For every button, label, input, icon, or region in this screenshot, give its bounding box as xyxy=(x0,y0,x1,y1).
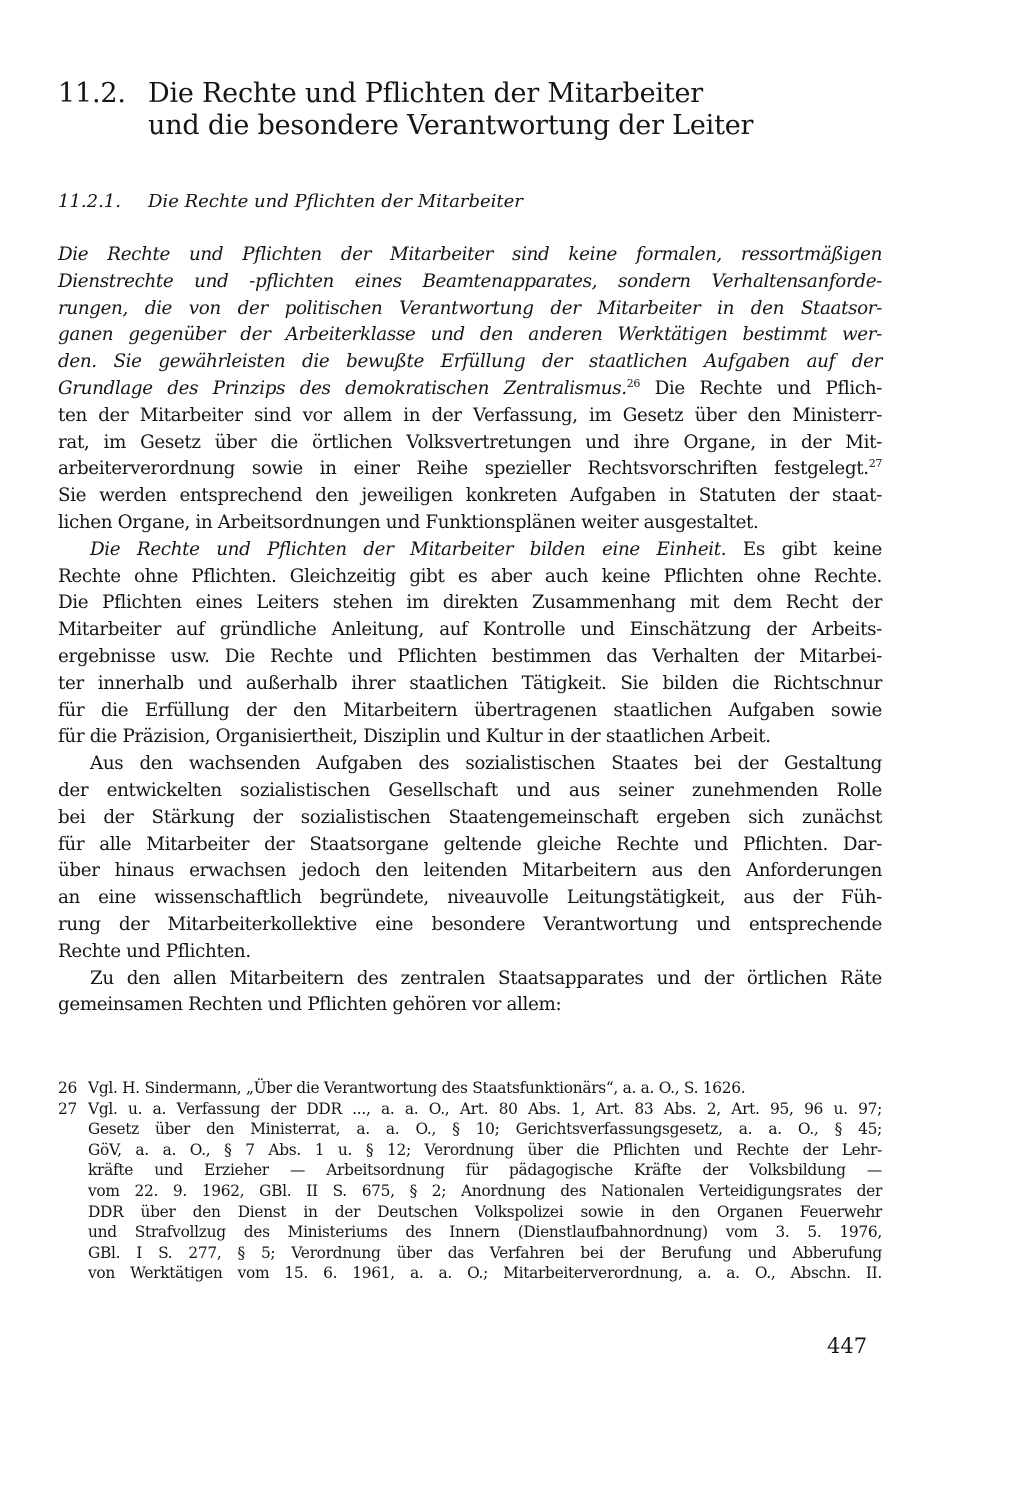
section-number: 11.2.1. xyxy=(58,191,121,212)
footnotes xyxy=(58,1078,882,1284)
text-line: ganen gegenüber der Arbeiterklasse und den anderen Werktätigen bestimmt wer- xyxy=(58,324,882,346)
page-number: 447 xyxy=(827,1334,868,1358)
text-line xyxy=(58,537,882,564)
text-line xyxy=(58,456,882,483)
footnote-ref-26: 26 xyxy=(626,376,641,390)
text-line: für die Präzision, Organisiertheit, Disziplin und Kultur in der staatlichen Arbeit. xyxy=(58,726,771,748)
text-line xyxy=(58,376,882,403)
footnote-ref-27: 27 xyxy=(868,457,882,471)
text-line: gemeinsamen Rechten und Pflichten gehören vor allem: xyxy=(58,994,562,1016)
text-line: Aus den wachsenden Aufgaben des sozialistischen Staates bei der Gestaltung xyxy=(90,753,882,775)
text-line: ergebnisse usw. Die Rechte und Pflichten bestimmen das Verhalten der Mitarbei- xyxy=(58,645,882,667)
text-line: rat, im Gesetz über die örtlichen Volksvertretungen und ihre Organe, in der Mit- xyxy=(58,431,882,453)
footnote-line: vom 22. 9. 1962, GBl. II S. 675, § 2; Anordnung des Nationalen Verteidigungsrates der xyxy=(88,1181,882,1200)
footnote-number: 27 xyxy=(58,1099,77,1118)
chapter-title xyxy=(148,78,908,142)
text-line: rung der Mitarbeiterkollektive eine besondere Verantwortung und entsprechende xyxy=(58,913,882,935)
chapter-number: 11.2. xyxy=(58,78,126,109)
text-line: bei der Stärkung der sozialistischen Staatengemeinschaft ergeben sich zunächst xyxy=(58,806,882,828)
text-segment: Die Rechte und Pflich- xyxy=(640,377,882,399)
emphasis-text: Grundlage des Prinzips des demokratischen Zentralismus. xyxy=(58,377,627,399)
footnote-26 xyxy=(58,1078,882,1099)
text-line: der entwickelten sozialistischen Gesellschaft und aus seiner zunehmenden Rolle xyxy=(58,779,882,801)
footnote-number: 26 xyxy=(58,1079,77,1097)
text-line: über hinaus erwachsen jedoch den leitenden Mitarbeitern aus den Anforderungen xyxy=(58,860,882,882)
paragraph-4 xyxy=(58,966,882,1020)
emphasis-text: Die Rechte und Pflichten der Mitarbeiter bilden eine Einheit. xyxy=(90,538,727,560)
text-line: den. Sie gewährleisten die bewußte Erfüllung der staatlichen Aufgaben auf der xyxy=(58,351,882,373)
footnote-line: und Strafvollzug des Ministeriums des Innern (Dienstlaufbahnordnung) vom 3. 5. 1976, xyxy=(88,1223,882,1242)
footnote-line: GöV, a. a. O., § 7 Abs. 1 u. § 12; Verordnung über die Pflichten und Rechte der Lehr- xyxy=(88,1140,882,1159)
text-line: lichen Organe, in Arbeitsordnungen und Funktionsplänen weiter ausgestaltet. xyxy=(58,511,759,533)
text-line: Mitarbeiter auf gründliche Anleitung, auf Kontrolle und Einschätzung der Arbeits- xyxy=(58,619,882,641)
text-segment: arbeiterverordnung sowie in einer Reihe spezieller Rechtsvorschriften festgelegt. xyxy=(58,458,869,480)
footnote-27 xyxy=(58,1099,882,1284)
footnote-line: GBl. I S. 277, § 5; Verordnung über das Verfahren bei der Berufung und Abberufung xyxy=(88,1243,882,1262)
text-line: für die Erfüllung der den Mitarbeitern übertragenen staatlichen Aufgaben sowie xyxy=(58,699,882,721)
text-line: ten der Mitarbeiter sind vor allem in der Verfassung, im Gesetz über den Ministerr- xyxy=(58,404,882,426)
text-line: rungen, die von der politischen Verantwortung der Mitarbeiter in den Staatsor- xyxy=(58,297,882,319)
paragraph-3 xyxy=(58,751,882,965)
text-line: an eine wissenschaftlich begründete, niveauvolle Leitungstätigkeit, aus der Füh- xyxy=(58,887,882,909)
footnote-line: DDR über den Dienst in der Deutschen Volkspolizei sowie in den Organen Feuerwehr xyxy=(88,1202,882,1221)
footnote-line: Vgl. u. a. Verfassung der DDR ..., a. a. O., Art. 80 Abs. 1, Art. 83 Abs. 2, Art. 95, 96 u. 97; xyxy=(88,1099,882,1118)
text-segment: Es gibt keine xyxy=(726,538,882,560)
chapter-title-line-1: Die Rechte und Pflichten der Mitarbeiter xyxy=(148,78,703,109)
text-line: Dienstrechte und -pflichten eines Beamtenapparates, sondern Verhaltensanforde- xyxy=(58,270,882,292)
footnote-line: kräfte und Erzieher — Arbeitsordnung für pädagogische Kräfte der Volksbildung — xyxy=(88,1161,882,1180)
text-line: Die Pflichten eines Leiters stehen im direkten Zusammenhang mit dem Recht der xyxy=(58,592,882,614)
text-line: ter innerhalb und außerhalb ihrer staatlichen Tätigkeit. Sie bilden die Richtschnur xyxy=(58,672,882,694)
text-line: Sie werden entsprechend den jeweiligen konkreten Aufgaben in Statuten der staat- xyxy=(58,485,882,507)
text-line: Rechte und Pflichten. xyxy=(58,940,251,962)
section-title: Die Rechte und Pflichten der Mitarbeiter xyxy=(148,191,523,212)
text-line: für alle Mitarbeiter der Staatsorgane geltende gleiche Rechte und Pflichten. Dar- xyxy=(58,833,882,855)
chapter-title-line-2: und die besondere Verantwortung der Leiter xyxy=(148,110,754,141)
paragraph-2 xyxy=(58,537,882,751)
text-line: Rechte ohne Pflichten. Gleichzeitig gibt es aber auch keine Pflichten ohne Rechte. xyxy=(58,565,882,587)
text-line: Die Rechte und Pflichten der Mitarbeiter sind keine formalen, ressortmäßigen xyxy=(58,244,882,265)
footnote-line: von Werktätigen vom 15. 6. 1961, a. a. O.; Mitarbeiterverordnung, a. a. O., Abschn. II. xyxy=(88,1264,882,1283)
footnote-line: Gesetz über den Ministerrat, a. a. O., § 10; Gerichtsverfassungsgesetz, a. a. O., § 45; xyxy=(88,1120,882,1139)
text-line: Zu den allen Mitarbeitern des zentralen Staatsapparates und der örtlichen Räte xyxy=(90,967,882,989)
paragraph-1 xyxy=(58,242,882,537)
footnote-line: Vgl. H. Sindermann, „Über die Verantwortung des Staatsfunktionärs“, a. a. O., S. 1626. xyxy=(88,1079,746,1097)
body-text xyxy=(58,242,882,1019)
